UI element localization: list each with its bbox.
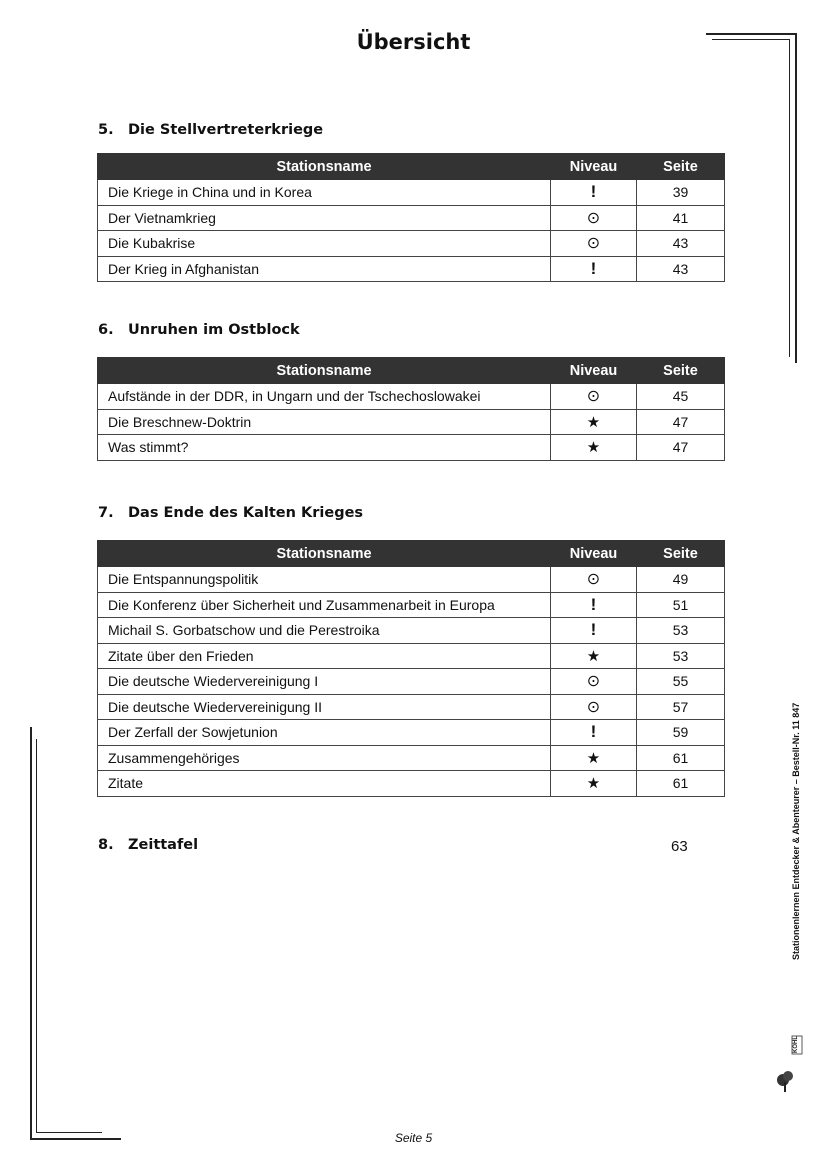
niveau-cell bbox=[551, 435, 637, 461]
station-table bbox=[97, 153, 725, 282]
niveau-cell bbox=[551, 409, 637, 435]
table-row bbox=[98, 669, 725, 695]
page-number-cell: 43 bbox=[637, 256, 725, 282]
page-number-cell: 45 bbox=[637, 384, 725, 410]
section-number: 6. bbox=[98, 322, 114, 338]
station-name-cell: Die deutsche Wiedervereinigung I bbox=[98, 669, 551, 695]
station-name-cell: Zitate bbox=[98, 771, 551, 797]
niveau-cell bbox=[551, 567, 637, 593]
star-icon: ★ bbox=[586, 775, 601, 793]
page-number-cell: 59 bbox=[637, 720, 725, 746]
section-heading bbox=[98, 322, 300, 338]
niveau-cell bbox=[551, 669, 637, 695]
exclamation-icon: ! bbox=[590, 594, 597, 614]
niveau-cell bbox=[551, 205, 637, 231]
column-header-niveau: Niveau bbox=[551, 154, 637, 180]
section-heading bbox=[98, 837, 198, 853]
niveau-cell bbox=[551, 180, 637, 206]
table-row bbox=[98, 618, 725, 644]
page-number-cell: 49 bbox=[637, 567, 725, 593]
column-header-stationsname: Stationsname bbox=[98, 541, 551, 567]
station-name-cell: Die Entspannungspolitik bbox=[98, 567, 551, 593]
table-row bbox=[98, 205, 725, 231]
column-header-seite: Seite bbox=[637, 541, 725, 567]
page-footer: Seite 5 bbox=[394, 1131, 433, 1145]
page-number-cell: 53 bbox=[637, 618, 725, 644]
column-header-stationsname: Stationsname bbox=[98, 154, 551, 180]
table-row bbox=[98, 567, 725, 593]
niveau-cell bbox=[551, 720, 637, 746]
table-row bbox=[98, 384, 725, 410]
niveau-cell bbox=[551, 643, 637, 669]
niveau-cell bbox=[551, 771, 637, 797]
station-name-cell: Die Kriege in China und in Korea bbox=[98, 180, 551, 206]
table-row bbox=[98, 720, 725, 746]
station-name-cell: Michail S. Gorbatschow und die Perestroika bbox=[98, 618, 551, 644]
table-row bbox=[98, 409, 725, 435]
niveau-cell bbox=[551, 592, 637, 618]
exclamation-icon: ! bbox=[590, 620, 597, 640]
station-name-cell: Die Breschnew-Doktrin bbox=[98, 409, 551, 435]
publisher-side-text: Stationenlernen Entdecker & Abenteurer – Bestell-Nr. 11 847 bbox=[791, 702, 801, 960]
section-number: 7. bbox=[98, 505, 114, 521]
station-name-cell: Was stimmt? bbox=[98, 435, 551, 461]
exclamation-icon: ! bbox=[590, 182, 597, 202]
station-name-cell: Die Kubakrise bbox=[98, 231, 551, 257]
exclamation-icon: ! bbox=[590, 722, 597, 742]
section-heading bbox=[98, 122, 323, 138]
table-row bbox=[98, 745, 725, 771]
circle-dot-icon: ⊙ bbox=[586, 571, 601, 589]
page-number-cell: 51 bbox=[637, 592, 725, 618]
table-row bbox=[98, 231, 725, 257]
section-title: Unruhen im Ostblock bbox=[128, 322, 300, 338]
frame-line-bottom-left-v2 bbox=[36, 739, 37, 1133]
station-name-cell: Der Vietnamkrieg bbox=[98, 205, 551, 231]
page-number-cell: 61 bbox=[637, 771, 725, 797]
station-name-cell: Der Krieg in Afghanistan bbox=[98, 256, 551, 282]
station-name-cell: Aufstände in der DDR, in Ungarn und der Tschechoslowakei bbox=[98, 384, 551, 410]
section-heading bbox=[98, 505, 363, 521]
page-number-cell: 61 bbox=[637, 745, 725, 771]
page-number-cell: 43 bbox=[637, 231, 725, 257]
table-row bbox=[98, 643, 725, 669]
frame-line-top-right-v2 bbox=[789, 39, 790, 357]
niveau-cell bbox=[551, 231, 637, 257]
tree-logo-icon bbox=[774, 1034, 808, 1094]
station-name-cell: Zitate über den Frieden bbox=[98, 643, 551, 669]
star-icon: ★ bbox=[586, 647, 601, 665]
station-table bbox=[97, 357, 725, 461]
page-number-cell: 41 bbox=[637, 205, 725, 231]
table-row bbox=[98, 435, 725, 461]
circle-dot-icon: ⊙ bbox=[586, 698, 601, 716]
page-title: Übersicht bbox=[356, 30, 471, 54]
table-row bbox=[98, 180, 725, 206]
circle-dot-icon: ⊙ bbox=[586, 388, 601, 406]
circle-dot-icon: ⊙ bbox=[586, 673, 601, 691]
niveau-cell bbox=[551, 256, 637, 282]
column-header-seite: Seite bbox=[637, 154, 725, 180]
page-number-cell: 53 bbox=[637, 643, 725, 669]
table-row bbox=[98, 256, 725, 282]
column-header-seite: Seite bbox=[637, 358, 725, 384]
station-name-cell: Die deutsche Wiedervereinigung II bbox=[98, 694, 551, 720]
page-number-cell: 55 bbox=[637, 669, 725, 695]
page-number-cell: 47 bbox=[637, 409, 725, 435]
column-header-stationsname: Stationsname bbox=[98, 358, 551, 384]
niveau-cell bbox=[551, 694, 637, 720]
star-icon: ★ bbox=[586, 749, 601, 767]
section-number: 5. bbox=[98, 122, 114, 138]
section-title: Das Ende des Kalten Krieges bbox=[128, 505, 364, 521]
circle-dot-icon: ⊙ bbox=[586, 235, 601, 253]
circle-dot-icon: ⊙ bbox=[586, 209, 601, 227]
table-row bbox=[98, 592, 725, 618]
niveau-cell bbox=[551, 618, 637, 644]
niveau-cell bbox=[551, 384, 637, 410]
logo-text: KOHL bbox=[793, 1036, 799, 1053]
niveau-cell bbox=[551, 745, 637, 771]
page-number-cell: 39 bbox=[637, 180, 725, 206]
page-number-cell: 57 bbox=[637, 694, 725, 720]
section-number: 8. bbox=[98, 837, 114, 853]
table-row bbox=[98, 694, 725, 720]
station-name-cell: Zusammengehöriges bbox=[98, 745, 551, 771]
publisher-logo bbox=[774, 1034, 808, 1094]
star-icon: ★ bbox=[586, 439, 601, 457]
section-title: Die Stellvertreterkriege bbox=[128, 122, 324, 138]
exclamation-icon: ! bbox=[590, 258, 597, 278]
station-name-cell: Die Konferenz über Sicherheit und Zusammenarbeit in Europa bbox=[98, 592, 551, 618]
frame-line-top-right-v bbox=[795, 33, 797, 363]
zeittafel-page-number: 63 bbox=[671, 838, 688, 855]
station-table bbox=[97, 540, 725, 797]
station-name-cell: Der Zerfall der Sowjetunion bbox=[98, 720, 551, 746]
page-number-cell: 47 bbox=[637, 435, 725, 461]
table-row bbox=[98, 771, 725, 797]
section-title: Zeittafel bbox=[128, 837, 199, 853]
star-icon: ★ bbox=[586, 413, 601, 431]
column-header-niveau: Niveau bbox=[551, 541, 637, 567]
column-header-niveau: Niveau bbox=[551, 358, 637, 384]
frame-line-bottom-left-v bbox=[30, 727, 32, 1139]
